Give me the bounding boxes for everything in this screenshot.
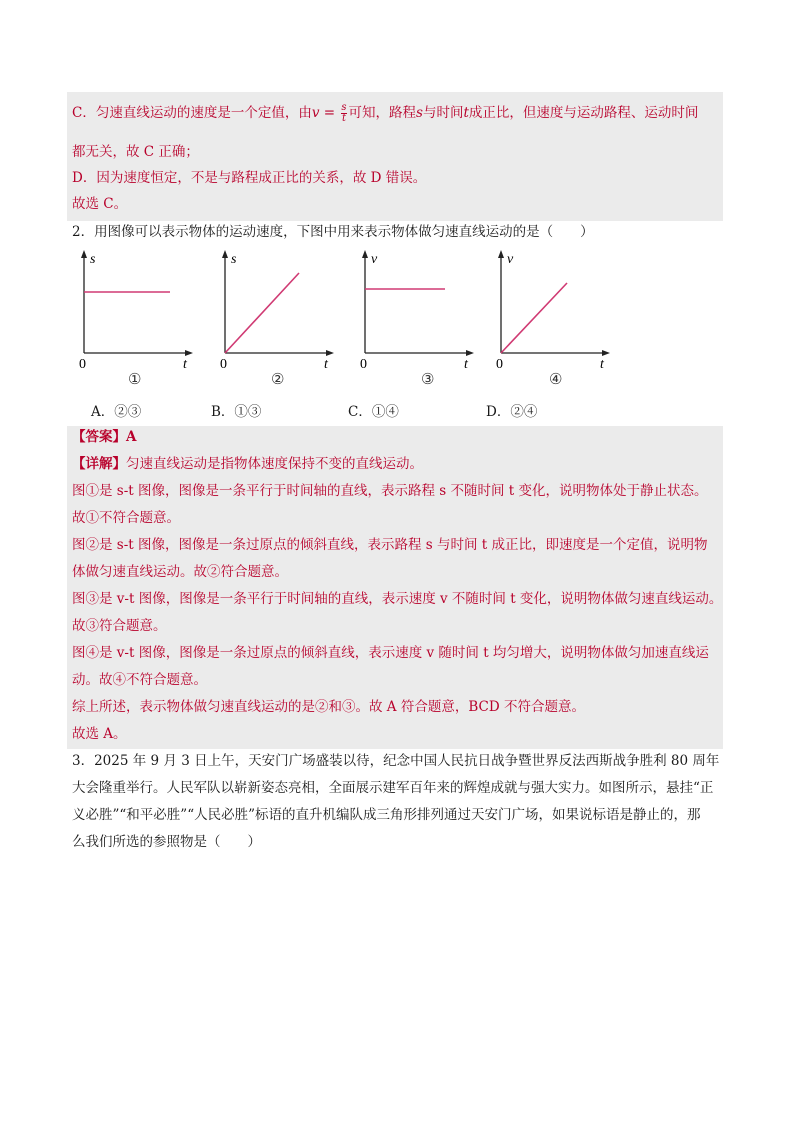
detail-p2-line-1: 图②是 s-t 图像，图像是一条过原点的倾斜直线，表示路程 s 与时间 t 成正比，即速度是一个定值，说明物	[72, 537, 708, 553]
var-s: s	[416, 105, 423, 121]
detail-p4-line-1: 图④是 v-t 图像，图像是一条过原点的倾斜直线，表示速度 v 随时间 t 均匀增大，说明物体做匀加速直线运	[72, 645, 709, 661]
question-3-line-4: 么我们所选的参照物是（ ）	[72, 834, 261, 850]
graph-2-line	[225, 273, 299, 353]
graph-4-origin: 0	[496, 357, 503, 370]
question-3-line-1: 3．2025 年 9 月 3 日上午，天安门广场盛装以待，纪念中国人民抗日战争暨世界反法西斯战争胜利 80 周年	[72, 753, 720, 769]
graph-1-ylabel: s	[90, 252, 96, 267]
graph-1-xlabel: t	[183, 357, 187, 370]
graph-2-origin: 0	[220, 357, 227, 370]
graph-4-caption: ④	[549, 370, 563, 388]
detail-summary: 综上所述，表示物体做匀速直线运动的是②和③。故 A 符合题意，BCD 不符合题意。	[72, 699, 585, 715]
detail-tag: 【详解】	[72, 456, 126, 472]
detail-p1-line-2: 故①不符合题意。	[72, 510, 180, 526]
detail-intro: 匀速直线运动是指物体速度保持不变的直线运动。	[126, 456, 423, 472]
graph-2	[211, 245, 341, 370]
solution-d-line: D．因为速度恒定，不是与路程成正比的关系，故 D 错误。	[72, 170, 427, 186]
solution-choose: 故选 C。	[72, 196, 128, 212]
fraction-denominator: t	[341, 113, 346, 124]
detail-p3-line-1: 图③是 v-t 图像，图像是一条平行于时间轴的直线，表示速度 v 不随时间 t 变化，说明物体做匀速直线运动。	[72, 591, 723, 607]
question-2-stem: 2．用图像可以表示物体的运动速度，下图中用来表示物体做匀速直线运动的是（ ）	[72, 224, 594, 240]
graph-1	[70, 245, 200, 370]
formula-v: v	[311, 105, 320, 121]
detail-p1-line-1: 图①是 s-t 图像，图像是一条平行于时间轴的直线，表示路程 s 不随时间 t 变化，说明物体处于静止状态。	[72, 483, 708, 499]
option-d[interactable]: D．②④	[486, 404, 538, 420]
graph-4	[487, 245, 617, 370]
solution-c-line-1	[72, 103, 698, 124]
option-a[interactable]: A．②③	[91, 404, 142, 420]
option-b[interactable]: B．①③	[211, 404, 262, 420]
text: 与时间	[422, 105, 464, 121]
graph-3	[351, 245, 481, 370]
question-3-line-3: 义必胜”“和平必胜”“人民必胜”标语的直升机编队成三角形排列通过天安门广场，如果说标语是静止的，那	[72, 807, 701, 823]
detail-p3-line-2: 故③符合题意。	[72, 618, 167, 634]
detail-p4-line-2: 动。故④不符合题意。	[72, 672, 207, 688]
answer-tag: 【答案】A	[72, 429, 137, 445]
graph-4-xlabel: t	[600, 357, 604, 370]
solution-c-line-2: 都无关，故 C 正确；	[72, 144, 199, 160]
graph-3-xlabel: t	[464, 357, 468, 370]
graph-3-origin: 0	[360, 357, 367, 370]
fraction-s-over-t	[341, 103, 346, 124]
graph-2-xlabel: t	[324, 357, 328, 370]
text: C．匀速直线运动的速度是一个定值，由	[72, 105, 312, 121]
option-c[interactable]: C．①④	[348, 404, 399, 420]
graph-3-ylabel: v	[371, 252, 378, 267]
graph-1-origin: 0	[79, 357, 86, 370]
text: 成正比，但速度与运动路程、运动时间	[468, 105, 699, 121]
text: 可知，路程	[348, 105, 417, 121]
graph-1-caption: ①	[128, 370, 142, 388]
graph-4-line	[501, 283, 567, 353]
detail-line	[72, 455, 423, 473]
graph-2-caption: ②	[271, 370, 285, 388]
question-3-line-2: 大会隆重举行。人民军队以崭新姿态亮相，全面展示建军百年来的辉煌成就与强大实力。如图所示，悬挂“正	[72, 780, 714, 796]
detail-choose: 故选 A。	[72, 726, 127, 742]
var-t: t	[463, 105, 469, 121]
graph-2-ylabel: s	[231, 252, 237, 267]
graph-4-ylabel: v	[507, 252, 514, 267]
graph-3-caption: ③	[421, 370, 435, 388]
detail-p2-line-2: 体做匀速直线运动。故②符合题意。	[72, 564, 288, 580]
formula-eq: =	[319, 105, 340, 121]
fraction-numerator: s	[341, 102, 347, 113]
